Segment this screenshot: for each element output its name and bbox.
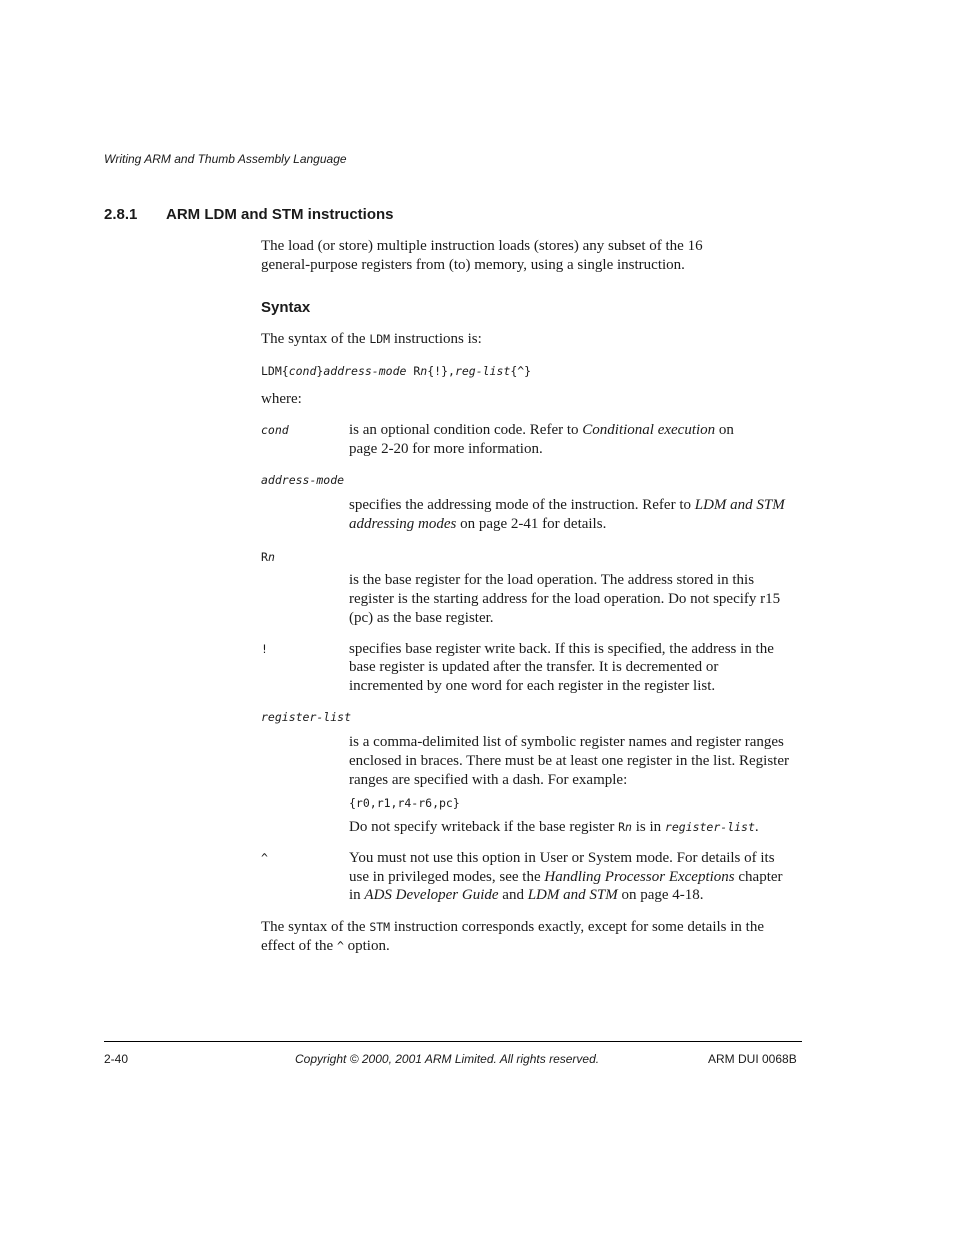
- param-desc-writeback-1: specifies base register write back. If this is specified, the address in the: [349, 641, 774, 657]
- param-desc-writeback-3: incremented by one word for each register in the register list.: [349, 678, 716, 694]
- syntax-lead: The syntax of the LDM instructions is:: [261, 331, 482, 347]
- param-term-cond: cond: [261, 423, 289, 437]
- document-id: ARM DUI 0068B: [708, 1052, 797, 1066]
- inline-code: STM: [369, 920, 391, 934]
- closing-line-2: effect of the ^ option.: [261, 938, 390, 954]
- xref-link: Conditional execution: [582, 422, 716, 438]
- param-term-rn: Rn: [261, 550, 275, 564]
- intro-line-2: general-purpose registers from (to) memory, using a single instruction.: [261, 257, 685, 273]
- xref-link: LDM and STM: [694, 497, 785, 513]
- param-desc-caret-3: in ADS Developer Guide and LDM and STM on page 4-18.: [349, 887, 704, 903]
- param-desc-rn-1: is the base register for the load operation. The address stored in this: [349, 572, 755, 588]
- param-desc-address-mode-2: addressing modes on page 2-41 for details.: [349, 516, 607, 532]
- syntax-code: LDM{cond}address-mode Rn{!},reg-list{^}: [261, 364, 532, 378]
- xref-link: Handling Processor Exceptions: [544, 869, 735, 885]
- section-title: ARM LDM and STM instructions: [166, 206, 394, 223]
- param-desc-rn-2: register is the starting address for the load operation. Do not specify r15: [349, 591, 781, 607]
- page-number: 2-40: [104, 1052, 129, 1066]
- param-desc-writeback-2: base register is updated after the transfer. It is decremented or: [349, 659, 719, 675]
- xref-link: addressing modes: [349, 516, 457, 532]
- copyright: Copyright © 2000, 2001 ARM Limited. All rights reserved.: [295, 1052, 600, 1066]
- xref-link: LDM and STM: [527, 887, 618, 903]
- footer-rule: [104, 1041, 802, 1042]
- param-desc-address-mode: specifies the addressing mode of the instruction. Refer to LDM and STM: [349, 497, 785, 513]
- param-desc-register-list-3: ranges are specified with a dash. For example:: [349, 772, 628, 788]
- xref-link: ADS Developer Guide: [364, 887, 499, 903]
- inline-code: LDM: [369, 332, 391, 346]
- closing-line-1: The syntax of the STM instruction corresponds exactly, except for some details in the: [261, 919, 765, 935]
- param-desc-register-list-2: enclosed in braces. There must be at least one register in the list. Register: [349, 753, 790, 769]
- param-desc-caret-2: use in privileged modes, see the Handling Processor Exceptions chapter: [349, 869, 783, 885]
- intro-line-1: The load (or store) multiple instruction loads (stores) any subset of the 16: [261, 238, 703, 254]
- inline-code: ^: [336, 939, 344, 953]
- param-desc-rn-3: (pc) as the base register.: [349, 610, 494, 626]
- param-term-writeback: !: [261, 642, 268, 656]
- where-label: where:: [261, 391, 302, 407]
- section-number: 2.8.1: [104, 206, 138, 223]
- param-term-address-mode: address-mode: [261, 473, 345, 487]
- param-term-register-list: register-list: [261, 710, 352, 724]
- syntax-heading: Syntax: [261, 299, 311, 316]
- running-header: Writing ARM and Thumb Assembly Language: [104, 152, 347, 166]
- param-desc-register-list-1: is a comma-delimited list of symbolic register names and register ranges: [349, 734, 784, 750]
- register-list-example: {r0,r1,r4-r6,pc}: [349, 796, 460, 810]
- param-desc-caret-1: You must not use this option in User or System mode. For details of its: [349, 850, 775, 866]
- param-term-caret: ^: [261, 851, 268, 865]
- param-desc-cond: is an optional condition code. Refer to Conditional execution on: [349, 422, 734, 438]
- register-list-note: Do not specify writeback if the base register Rn is in register-list.: [349, 819, 759, 835]
- param-desc-cond-2: page 2-20 for more information.: [349, 441, 543, 457]
